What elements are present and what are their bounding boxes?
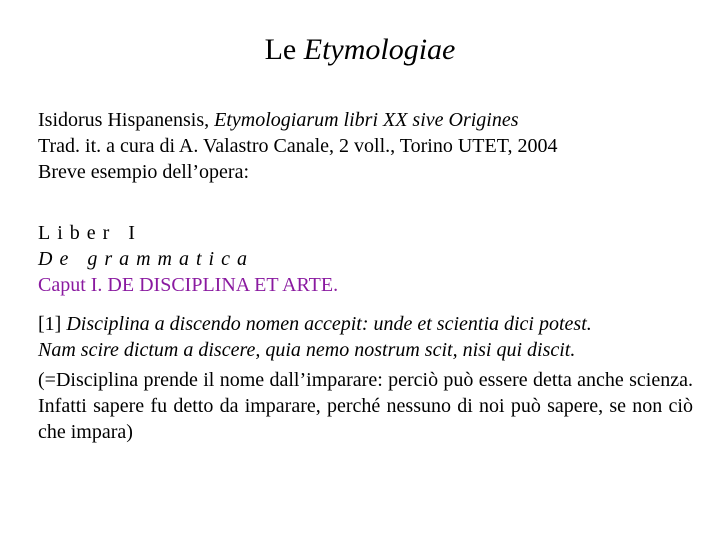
latin-line-2	[38, 337, 698, 363]
reference-author-line	[38, 107, 698, 133]
reference-work-title: Etymologiarum libri XX sive Origines	[214, 109, 519, 131]
page-title	[0, 32, 720, 68]
reference-author: Isidorus Hispanensis,	[38, 109, 215, 131]
title-prefix: Le	[264, 33, 304, 66]
chapter-heading: Caput I. DE DISCIPLINA ET ARTE.	[38, 274, 339, 296]
latin-passage	[38, 311, 698, 363]
reference-example-label: Breve esempio dell’opera:	[38, 161, 250, 183]
book-subtitle: De grammatica	[38, 248, 254, 270]
latin-line-1	[38, 311, 698, 337]
reference-block	[38, 107, 698, 185]
latin-paragraph-number: [1]	[38, 313, 67, 335]
book-title: Liber I	[38, 222, 142, 244]
latin-text-1: Disciplina a discendo nomen accepit: unde et scientia dici potest.	[66, 313, 592, 335]
book-heading	[38, 220, 698, 298]
reference-translation: Trad. it. a cura di A. Valastro Canale, 2 voll., Torino UTET, 2004	[38, 135, 558, 157]
title-italic: Etymologiae	[303, 33, 456, 66]
latin-text-2: Nam scire dictum a discere, quia nemo nostrum scit, nisi qui discit.	[38, 339, 576, 361]
italian-translation: (=Disciplina prende il nome dall’imparare: perciò può essere detta anche scienza. Infatti sapere fu detto da imparare, perché nessuno di noi può sapere, se non ciò che impara)	[38, 369, 693, 443]
